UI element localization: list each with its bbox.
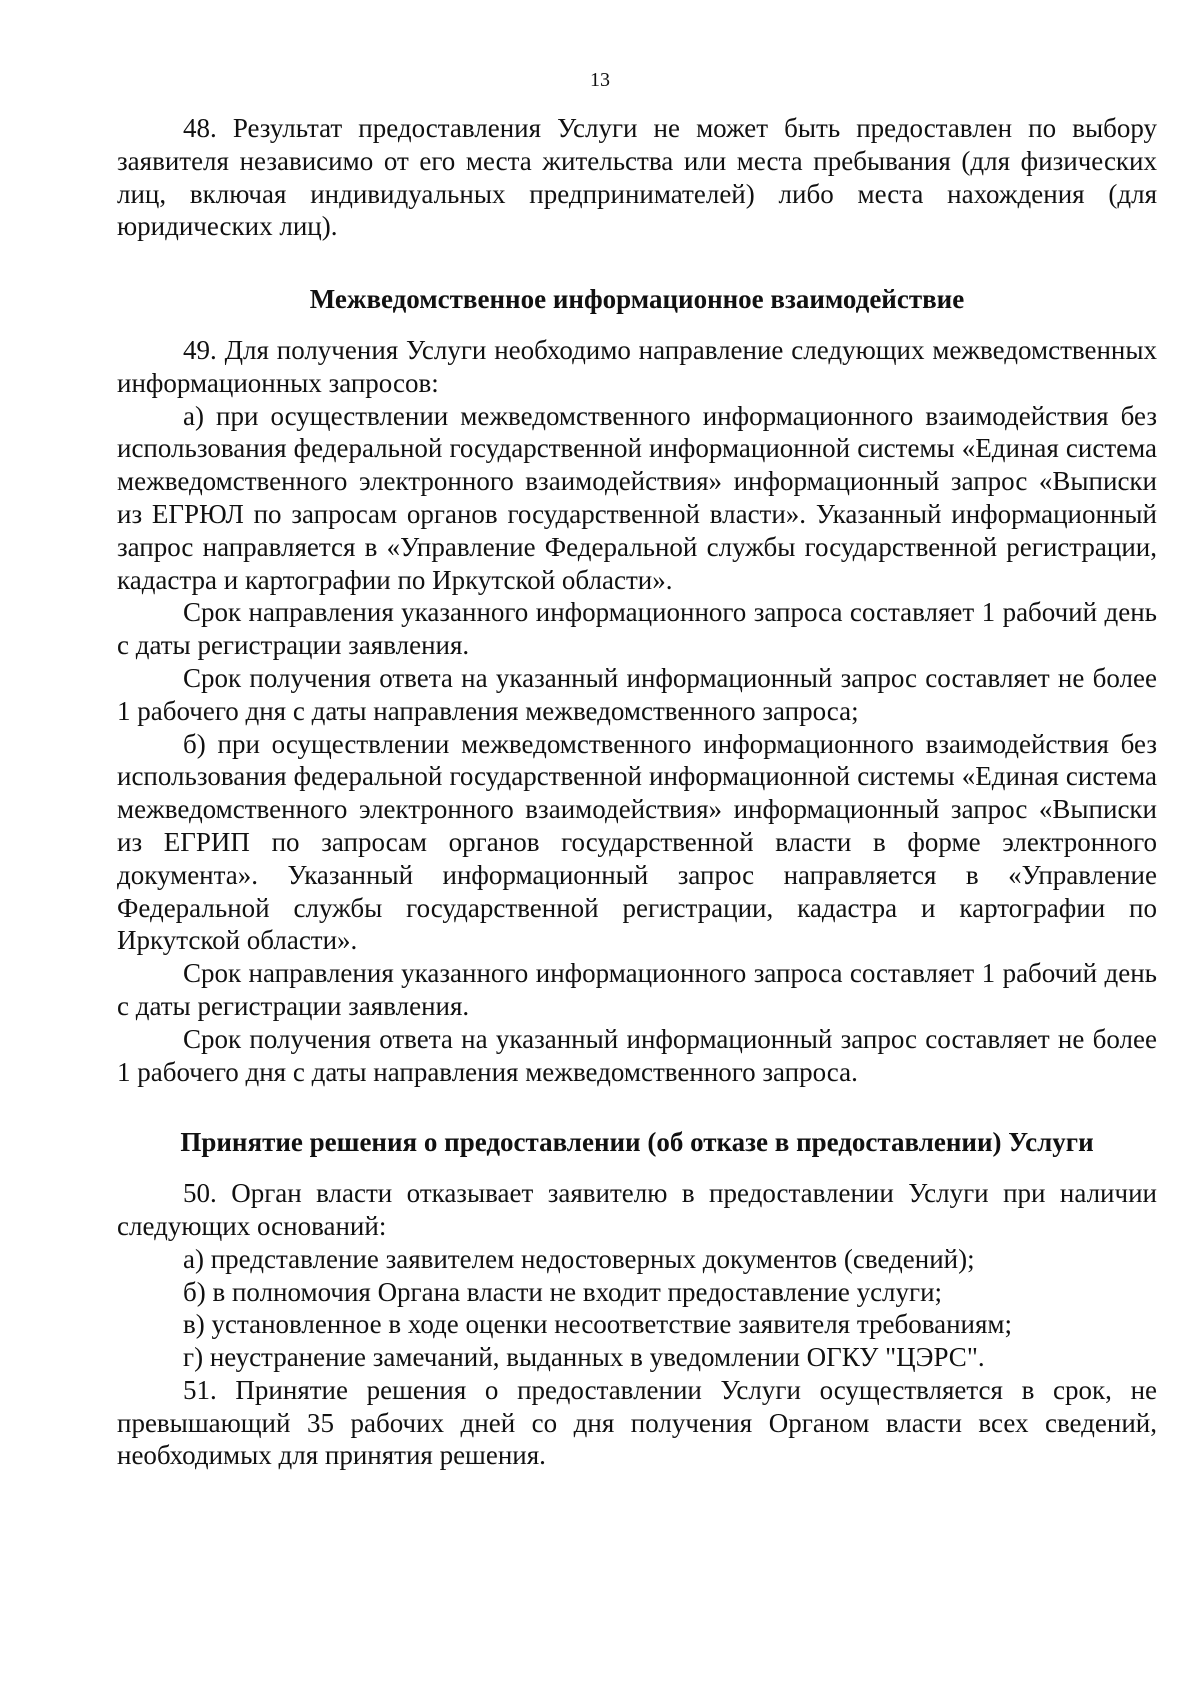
paragraph-48: 48. Результат предоставления Услуги не может быть предоставлен по выбору заявителя независимо от его места жительства или места пребывания (для физических лиц, включая индивидуальных предпринимателей) либо места нахождения (для юридических лиц). bbox=[117, 113, 1157, 242]
paragraph-50-b: б) в полномочия Органа власти не входит предоставление услуги; bbox=[183, 1276, 943, 1307]
paragraph-50-a: а) представление заявителем недостоверных документов (сведений); bbox=[183, 1243, 975, 1274]
paragraph-49-a-send-term: Срок направления указанного информационного запроса составляет 1 рабочий день с даты регистрации заявления. bbox=[117, 597, 1157, 661]
paragraph-49-b-reply-term: Срок получения ответа на указанный информационный запрос составляет не более 1 рабочего дня с даты направления межведомственного запроса. bbox=[117, 1023, 1157, 1087]
paragraph-50: 50. Орган власти отказывает заявителю в предоставлении Услуги при наличии следующих оснований: bbox=[117, 1178, 1157, 1241]
paragraph-49-b: б) при осуществлении межведомственного информационного взаимодействия без использования федеральной государственной информационной системы «Единая система межведомственного электронного взаимодействия» информационный запрос «Выписки из ЕГРИП по запросам органов государственной власти в форме электронного документа». Указанный информационный запрос направляется в «Управление Федеральной службы государственной регистрации, кадастра и картографии по Иркутской области». bbox=[117, 728, 1157, 956]
paragraph-49-a-reply-term: Срок получения ответа на указанный информационный запрос составляет не более 1 рабочего дня с даты направления межведомственного запроса; bbox=[117, 662, 1157, 726]
paragraph-51: 51. Принятие решения о предоставлении Услуги осуществляется в срок, не превышающий 35 рабочих дней со дня получения Органом власти всех сведений, необходимых для принятия решения. bbox=[117, 1374, 1157, 1471]
section-heading-decision: Принятие решения о предоставлении (об отказе в предоставлении) Услуги bbox=[180, 1127, 1094, 1158]
page-number: 13 bbox=[590, 69, 610, 91]
paragraph-49-a: а) при осуществлении межведомственного информационного взаимодействия без использования федеральной государственной информационной системы «Единая система межведомственного электронного взаимодействия» информационный запрос «Выписки из ЕГРЮЛ по запросам органов государственной власти». Указанный информационный запрос направляется в «Управление Федеральной службы государственной регистрации, кадастра и картографии по Иркутской области». bbox=[117, 400, 1157, 595]
document-body bbox=[117, 112, 1157, 1472]
paragraph-50-d: г) неустранение замечаний, выданных в уведомлении ОГКУ "ЦЭРС". bbox=[183, 1342, 985, 1373]
paragraph-49: 49. Для получения Услуги необходимо направление следующих межведомственных информационных запросов: bbox=[117, 334, 1157, 398]
section-heading-interagency: Межведомственное информационное взаимодействие bbox=[309, 284, 965, 315]
paragraph-50-c: в) установленное в ходе оценки несоответствие заявителя требованиям; bbox=[183, 1309, 1012, 1340]
paragraph-49-b-send-term: Срок направления указанного информационного запроса составляет 1 рабочий день с даты регистрации заявления. bbox=[117, 958, 1157, 1021]
